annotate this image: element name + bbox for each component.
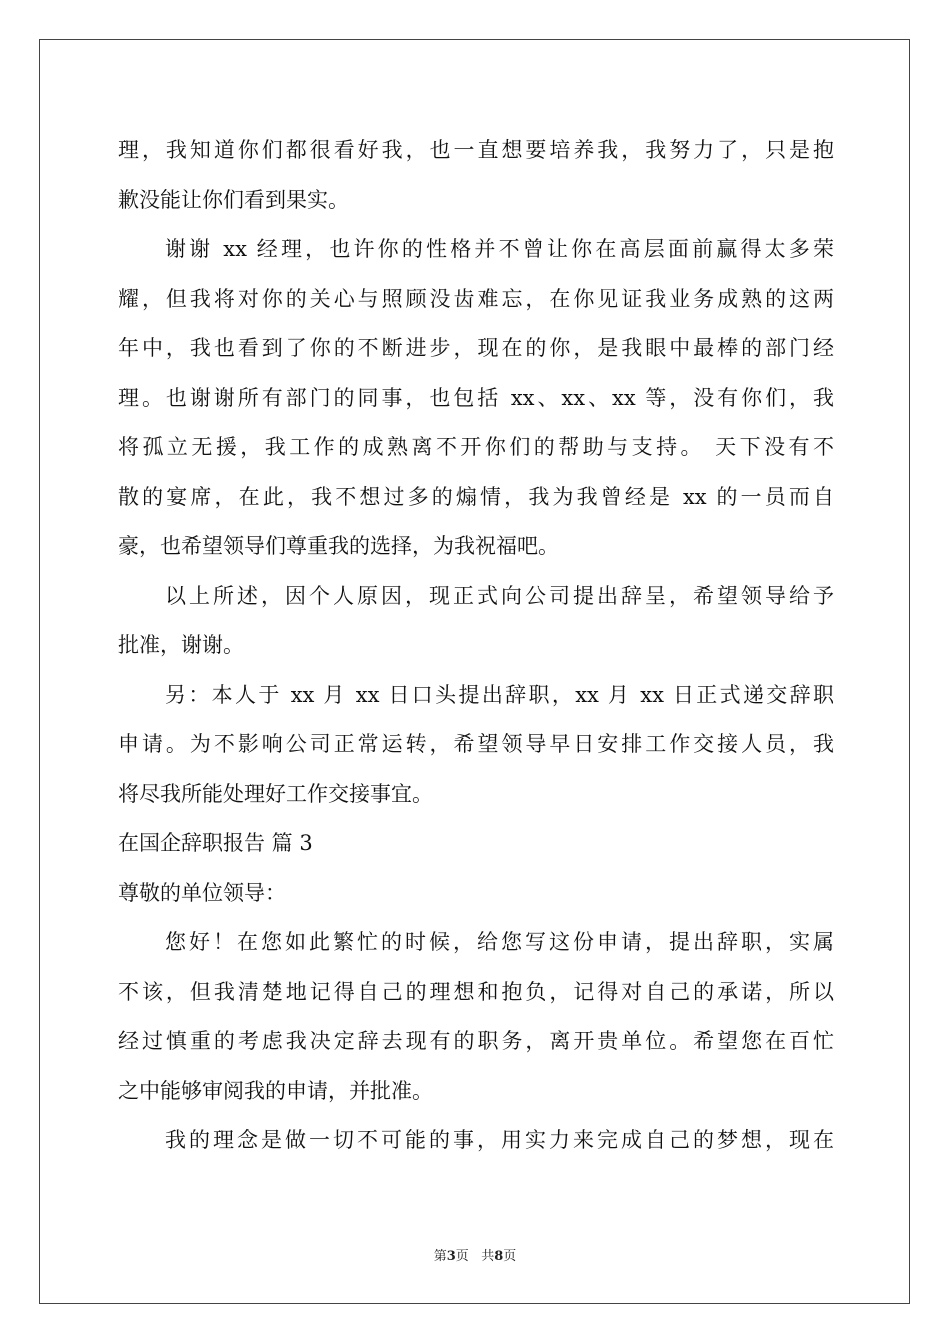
text-line: 将尽我所能处理好工作交接事宜。: [118, 781, 433, 806]
text-line: 申请。为不影响公司正常运转，希望领导早日安排工作交接人员，我: [118, 732, 834, 756]
paragraph-start-line: 我的理念是做一切不可能的事，用实力来完成自己的梦想，现在: [165, 1128, 834, 1152]
text-line: 之中能够审阅我的申请，并批准。: [118, 1078, 433, 1103]
footer-page-unit: 页: [455, 1249, 469, 1264]
text-line: 将孤立无援，我工作的成熟离不开你们的帮助与支持。 天下没有不: [118, 435, 834, 459]
text-line: 批准，谢谢。: [118, 633, 244, 657]
section-heading: 在国企辞职报告 篇 3: [118, 831, 313, 855]
footer-total-unit: 页: [503, 1249, 517, 1264]
paragraph-start-line: 另：本人于 xx 月 xx 日口头提出辞职，xx 月 xx 日正式递交辞职: [165, 682, 834, 707]
paragraph-start-line: 您好！在您如此繁忙的时候，给您写这份申请，提出辞职，实属: [165, 930, 834, 954]
total-page-count: 8: [494, 1249, 504, 1264]
text-line: 理。也谢谢所有部门的同事，也包括 xx、xx、xx 等，没有你们，我: [118, 385, 834, 410]
text-line: 经过慎重的考虑我决定辞去现有的职务，离开贵单位。希望您在百忙: [118, 1029, 834, 1053]
page-footer: [0, 1245, 950, 1264]
text-line: 年中，我也看到了你的不断进步，现在的你，是我眼中最棒的部门经: [118, 336, 834, 360]
paragraph-start-line: 谢谢 xx 经理，也许你的性格并不曾让你在高层面前赢得太多荣: [165, 237, 834, 261]
text-line: 不该，但我清楚地记得自己的理想和抱负，记得对自己的承诺，所以: [118, 979, 834, 1004]
document-body: [118, 126, 834, 1166]
salutation: 尊敬的单位领导：: [118, 880, 286, 905]
current-page-number: 3: [446, 1249, 456, 1264]
text-line: 歉没能让你们看到果实。: [118, 187, 349, 212]
text-line: 理，我知道你们都很看好我，也一直想要培养我，我努力了，只是抱: [118, 138, 834, 162]
footer-prefix: 第: [433, 1249, 447, 1264]
text-line: 豪，也希望领导们尊重我的选择，为我祝福吧。: [118, 534, 559, 558]
paragraph-start-line: 以上所述，因个人原因，现正式向公司提出辞呈，希望领导给予: [165, 583, 834, 608]
text-line: 耀，但我将对你的关心与照顾没齿难忘，在你见证我业务成熟的这两: [118, 286, 834, 311]
footer-total-prefix: 共: [481, 1249, 495, 1264]
text-line: 散的宴席，在此，我不想过多的煽情，我为我曾经是 xx 的一员而自: [118, 484, 834, 509]
